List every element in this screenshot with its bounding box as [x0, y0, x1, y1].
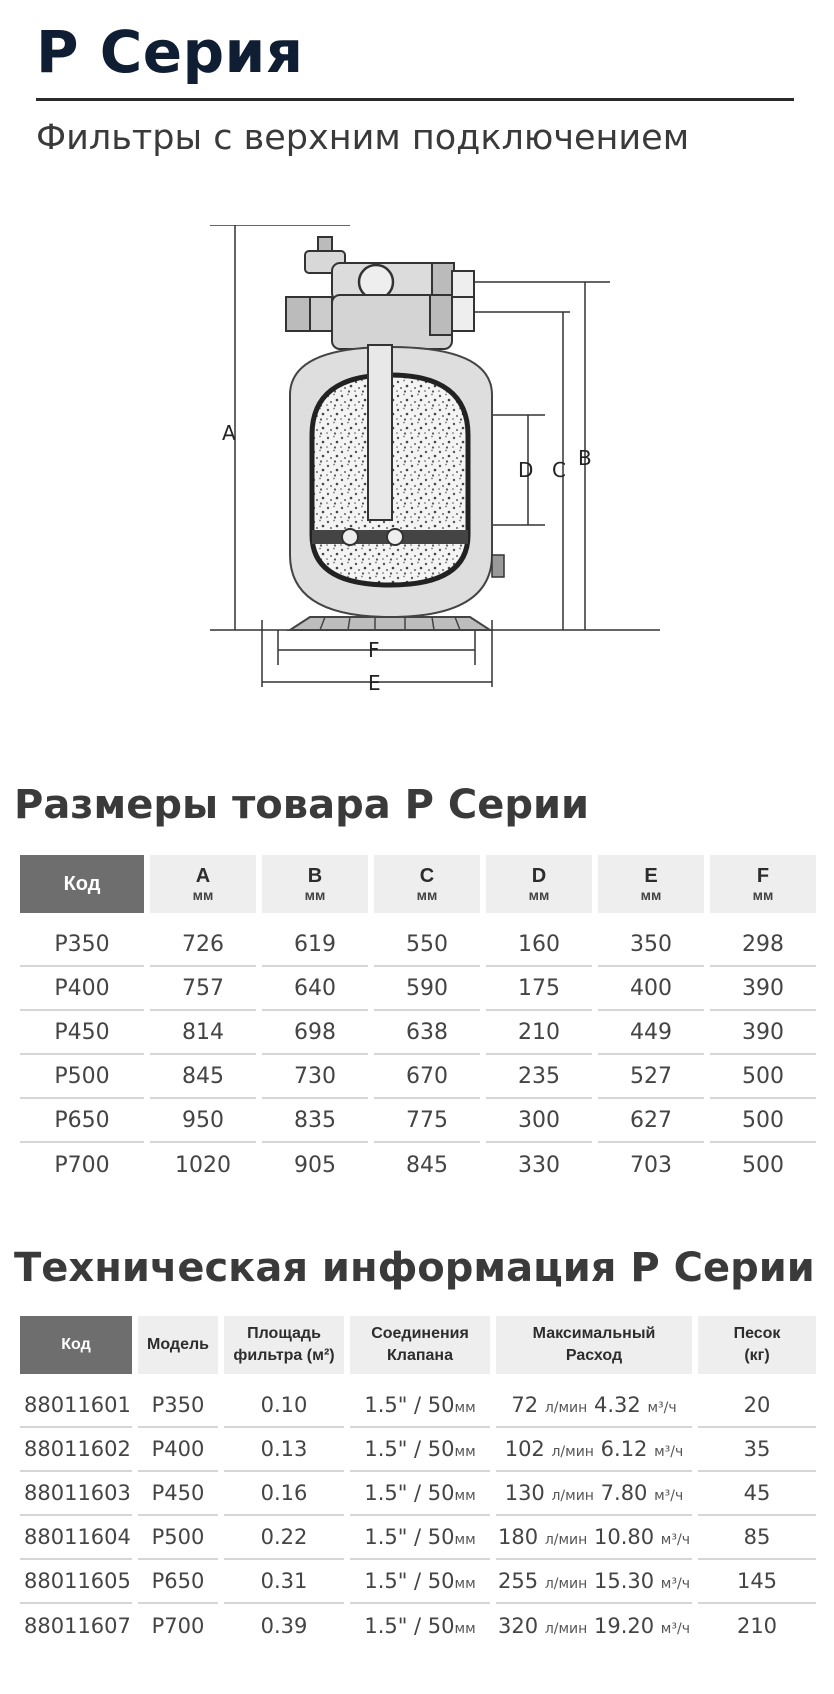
cell-value: 775 [374, 1099, 480, 1143]
cell-value: 640 [262, 967, 368, 1011]
cell-valve: 1.5" / 50мм [350, 1472, 490, 1516]
table-row [20, 1011, 816, 1055]
cell-value: 350 [598, 913, 704, 967]
col-header-c: C мм [374, 855, 480, 913]
cell-flow: 180 л/мин 10.80 м³/ч [496, 1516, 692, 1560]
cell-model: P350 [138, 1374, 218, 1428]
cell-code: 88011607 [24, 1614, 131, 1638]
col-header-b: B мм [262, 855, 368, 913]
cell-value: 500 [742, 1152, 784, 1178]
cell-sand: 145 [698, 1560, 816, 1604]
cell-code: P350 [20, 913, 144, 967]
cell-value: 950 [150, 1099, 256, 1143]
dim-label-e: E [368, 671, 381, 695]
dim-label-c: C [552, 458, 566, 482]
cell-valve: 1.5" / 50мм [350, 1428, 490, 1472]
cell-value: 590 [374, 967, 480, 1011]
cell-code: 88011603 [20, 1472, 132, 1516]
title-divider [36, 98, 794, 101]
cell-sand: 45 [698, 1472, 816, 1516]
cell-model: P450 [138, 1472, 218, 1516]
cell-value: 160 [486, 913, 592, 967]
cell-value: 670 [374, 1055, 480, 1099]
cell-value: 390 [710, 967, 816, 1011]
cell-sand: 35 [698, 1428, 816, 1472]
cell-value: 300 [486, 1099, 592, 1143]
table-row [20, 1055, 816, 1099]
cell-value: 845 [406, 1152, 448, 1178]
page-subtitle: Фильтры с верхним подключением [36, 118, 690, 158]
cell-code: 88011605 [20, 1560, 132, 1604]
cell-code: 88011602 [20, 1428, 132, 1472]
cell-value: 619 [262, 913, 368, 967]
table-row [20, 1143, 816, 1187]
col-header-filter-area: Площадь фильтра (м²) [224, 1316, 344, 1374]
cell-valve: 1.5" / 50мм [350, 1516, 490, 1560]
dim-label-a: A [222, 421, 236, 445]
dimensions-heading: Размеры товара P Серии [14, 782, 590, 828]
filter-tank [286, 237, 504, 630]
dim-label-f: F [368, 638, 380, 662]
cell-value: 1020 [175, 1152, 231, 1178]
cell-flow: 72 л/мин 4.32 м³/ч [496, 1374, 692, 1428]
dimensions-table [14, 855, 822, 1187]
cell-value: 703 [630, 1152, 672, 1178]
table-row [20, 1516, 816, 1560]
cell-area: 0.13 [224, 1428, 344, 1472]
cell-value: 175 [486, 967, 592, 1011]
cell-model: P500 [138, 1516, 218, 1560]
col-header-code: Код [20, 1316, 132, 1374]
cell-flow: 255 л/мин 15.30 м³/ч [496, 1560, 692, 1604]
cell-value: 298 [710, 913, 816, 967]
cell-area: 0.39 [260, 1614, 308, 1638]
table-row [20, 1560, 816, 1604]
cell-valve: 1.5" / 50мм [350, 1560, 490, 1604]
cell-area: 0.22 [224, 1516, 344, 1560]
cell-value: 400 [598, 967, 704, 1011]
cell-value: 390 [710, 1011, 816, 1055]
table-row [20, 1428, 816, 1472]
cell-value: 905 [294, 1152, 336, 1178]
cell-value: 500 [710, 1099, 816, 1143]
col-header-d: D мм [486, 855, 592, 913]
cell-value: 757 [150, 967, 256, 1011]
cell-value: 235 [486, 1055, 592, 1099]
cell-value: 210 [486, 1011, 592, 1055]
col-header-valve-connection: Соединения Клапана [350, 1316, 490, 1374]
cell-flow: 102 л/мин 6.12 м³/ч [496, 1428, 692, 1472]
cell-area: 0.31 [224, 1560, 344, 1604]
cell-code: 88011604 [20, 1516, 132, 1560]
cell-value: 730 [262, 1055, 368, 1099]
cell-code: P400 [20, 967, 144, 1011]
table-row [20, 1472, 816, 1516]
cell-value: 500 [710, 1055, 816, 1099]
col-header-f: F мм [710, 855, 816, 913]
filter-dimension-diagram [200, 225, 670, 755]
cell-sand: 85 [698, 1516, 816, 1560]
cell-model: P700 [151, 1614, 205, 1638]
table-row [20, 913, 816, 967]
cell-value: 814 [150, 1011, 256, 1055]
col-header-model: Модель [138, 1316, 218, 1374]
cell-code: P700 [54, 1152, 110, 1178]
cell-value: 627 [598, 1099, 704, 1143]
table-row [20, 967, 816, 1011]
col-header-e: E мм [598, 855, 704, 913]
col-header-a: A мм [150, 855, 256, 913]
table-row [20, 1604, 816, 1648]
technical-heading: Техническая информация P Серии [14, 1245, 815, 1291]
cell-model: P400 [138, 1428, 218, 1472]
cell-code: 88011601 [20, 1374, 132, 1428]
cell-value: 835 [262, 1099, 368, 1143]
cell-area: 0.10 [224, 1374, 344, 1428]
col-header-code: Код [20, 855, 144, 913]
page-title: P Серия [36, 18, 304, 86]
cell-value: 330 [518, 1152, 560, 1178]
dim-label-d: D [518, 458, 534, 482]
cell-flow: 320 л/мин 19.20 м³/ч [498, 1614, 690, 1638]
cell-valve: 1.5" / 50мм [350, 1374, 490, 1428]
col-header-max-flow: Максимальный Расход [496, 1316, 692, 1374]
cell-value: 698 [262, 1011, 368, 1055]
cell-valve: 1.5" / 50мм [364, 1614, 476, 1638]
technical-header-row [20, 1316, 816, 1374]
cell-model: P650 [138, 1560, 218, 1604]
col-header-sand: Песок (кг) [698, 1316, 816, 1374]
cell-sand: 20 [698, 1374, 816, 1428]
table-row [20, 1374, 816, 1428]
cell-code: P500 [20, 1055, 144, 1099]
cell-value: 638 [374, 1011, 480, 1055]
cell-value: 550 [374, 913, 480, 967]
cell-value: 527 [598, 1055, 704, 1099]
cell-area: 0.16 [224, 1472, 344, 1516]
cell-value: 845 [150, 1055, 256, 1099]
table-row [20, 1099, 816, 1143]
technical-table [14, 1316, 822, 1648]
cell-code: P650 [20, 1099, 144, 1143]
cell-code: P450 [20, 1011, 144, 1055]
cell-flow: 130 л/мин 7.80 м³/ч [496, 1472, 692, 1516]
cell-value: 449 [598, 1011, 704, 1055]
dimensions-header-row [20, 855, 816, 913]
cell-sand: 210 [736, 1614, 778, 1638]
cell-value: 726 [150, 913, 256, 967]
dim-label-b: B [578, 446, 592, 470]
